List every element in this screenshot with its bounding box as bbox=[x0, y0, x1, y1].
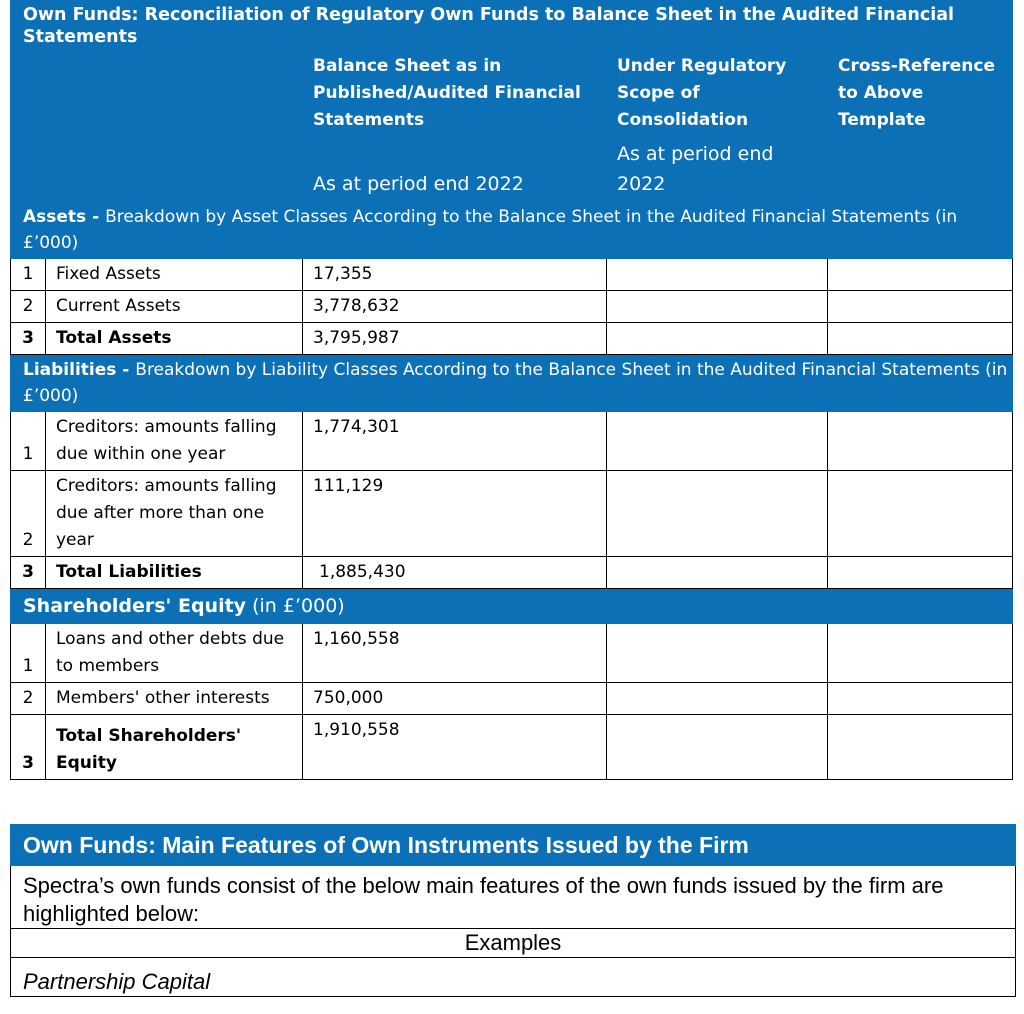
equity-title-rest: (in £’000) bbox=[246, 595, 345, 617]
row-label: Total Liabilities bbox=[46, 557, 303, 589]
row-label: Total Shareholders' Equity bbox=[46, 715, 303, 780]
row-value: 1,910,558 bbox=[303, 715, 607, 780]
row-label: Creditors: amounts falling due within one year bbox=[46, 412, 303, 471]
examples-label: Examples bbox=[11, 929, 1016, 958]
features-description-row bbox=[11, 866, 1016, 929]
table-row bbox=[11, 323, 1013, 355]
table-row bbox=[11, 683, 1013, 715]
cross-reference-cell bbox=[828, 624, 1013, 683]
row-label: Members' other interests bbox=[46, 683, 303, 715]
assets-section-header bbox=[11, 202, 1013, 259]
cross-reference-cell bbox=[828, 557, 1013, 589]
row-number: 3 bbox=[11, 557, 46, 589]
cross-reference-cell bbox=[828, 323, 1013, 355]
regulatory-cell bbox=[607, 291, 828, 323]
row-label: Loans and other debts due to members bbox=[46, 624, 303, 683]
cross-reference-cell bbox=[828, 471, 1013, 557]
regulatory-cell bbox=[607, 412, 828, 471]
example-partnership-capital: Partnership Capital bbox=[11, 958, 1016, 997]
features-title-row bbox=[11, 825, 1016, 866]
example-row bbox=[11, 958, 1016, 997]
row-label: Fixed Assets bbox=[46, 259, 303, 291]
reconciliation-title: Own Funds: Reconciliation of Regulatory Own Funds to Balance Sheet in the Audited Financial Statements bbox=[11, 1, 1013, 51]
features-title: Own Funds: Main Features of Own Instruments Issued by the Firm bbox=[11, 825, 1016, 866]
row-number: 2 bbox=[11, 291, 46, 323]
regulatory-cell bbox=[607, 259, 828, 291]
regulatory-cell bbox=[607, 683, 828, 715]
row-value: 1,774,301 bbox=[303, 412, 607, 471]
header-regulatory-scope: Under Regulatory Scope of Consolidation bbox=[607, 51, 828, 137]
liabilities-section-header bbox=[11, 355, 1013, 412]
reconciliation-title-row bbox=[11, 1, 1013, 51]
cross-reference-cell bbox=[828, 291, 1013, 323]
row-number: 2 bbox=[11, 683, 46, 715]
assets-title-rest: Breakdown by Asset Classes According to the Balance Sheet in the Audited Financial Statements (in £’000) bbox=[23, 207, 958, 253]
equity-section-header bbox=[11, 589, 1013, 624]
column-header-row bbox=[11, 51, 1013, 137]
regulatory-cell bbox=[607, 471, 828, 557]
header-balance-sheet: Balance Sheet as in Published/Audited Financial Statements bbox=[303, 51, 607, 137]
table-row bbox=[11, 412, 1013, 471]
cross-reference-cell bbox=[828, 259, 1013, 291]
features-description: Spectra’s own funds consist of the below main features of the own funds issued by the firm are highlighted below: bbox=[11, 866, 1016, 929]
row-value: 1,160,558 bbox=[303, 624, 607, 683]
regulatory-cell bbox=[607, 715, 828, 780]
row-value: 17,355 bbox=[303, 259, 607, 291]
row-number: 2 bbox=[11, 471, 46, 557]
row-number: 1 bbox=[11, 259, 46, 291]
table-row bbox=[11, 715, 1013, 780]
row-number: 1 bbox=[11, 624, 46, 683]
row-value: 1,885,430 bbox=[303, 557, 607, 589]
features-table bbox=[10, 824, 1016, 997]
cross-reference-cell bbox=[828, 715, 1013, 780]
examples-header-row bbox=[11, 929, 1016, 958]
equity-title-bold: Shareholders' Equity bbox=[23, 595, 247, 617]
liabilities-title-rest: Breakdown by Liability Classes According to the Balance Sheet in the Audited Financial Statements (in £’000) bbox=[23, 360, 1008, 406]
header-cross-reference: Cross-Reference to Above Template bbox=[828, 51, 1013, 137]
cross-reference-cell bbox=[828, 683, 1013, 715]
reconciliation-table bbox=[10, 0, 1013, 780]
assets-title-bold: Assets - bbox=[23, 207, 106, 227]
row-value: 3,795,987 bbox=[303, 323, 607, 355]
row-value: 111,129 bbox=[303, 471, 607, 557]
regulatory-cell bbox=[607, 624, 828, 683]
period-regulatory-scope: As at period end 2022 bbox=[607, 137, 828, 202]
table-row bbox=[11, 259, 1013, 291]
regulatory-cell bbox=[607, 323, 828, 355]
row-value: 3,778,632 bbox=[303, 291, 607, 323]
table-row bbox=[11, 471, 1013, 557]
table-row bbox=[11, 291, 1013, 323]
row-number: 3 bbox=[11, 323, 46, 355]
row-number: 3 bbox=[11, 715, 46, 780]
table-row bbox=[11, 557, 1013, 589]
row-label: Creditors: amounts falling due after more than one year bbox=[46, 471, 303, 557]
period-balance-sheet: As at period end 2022 bbox=[303, 137, 607, 202]
liabilities-title-bold: Liabilities - bbox=[23, 360, 136, 380]
row-label: Current Assets bbox=[46, 291, 303, 323]
row-label: Total Assets bbox=[46, 323, 303, 355]
period-row bbox=[11, 137, 1013, 202]
regulatory-cell bbox=[607, 557, 828, 589]
table-row bbox=[11, 624, 1013, 683]
row-number: 1 bbox=[11, 412, 46, 471]
cross-reference-cell bbox=[828, 412, 1013, 471]
row-value: 750,000 bbox=[303, 683, 607, 715]
